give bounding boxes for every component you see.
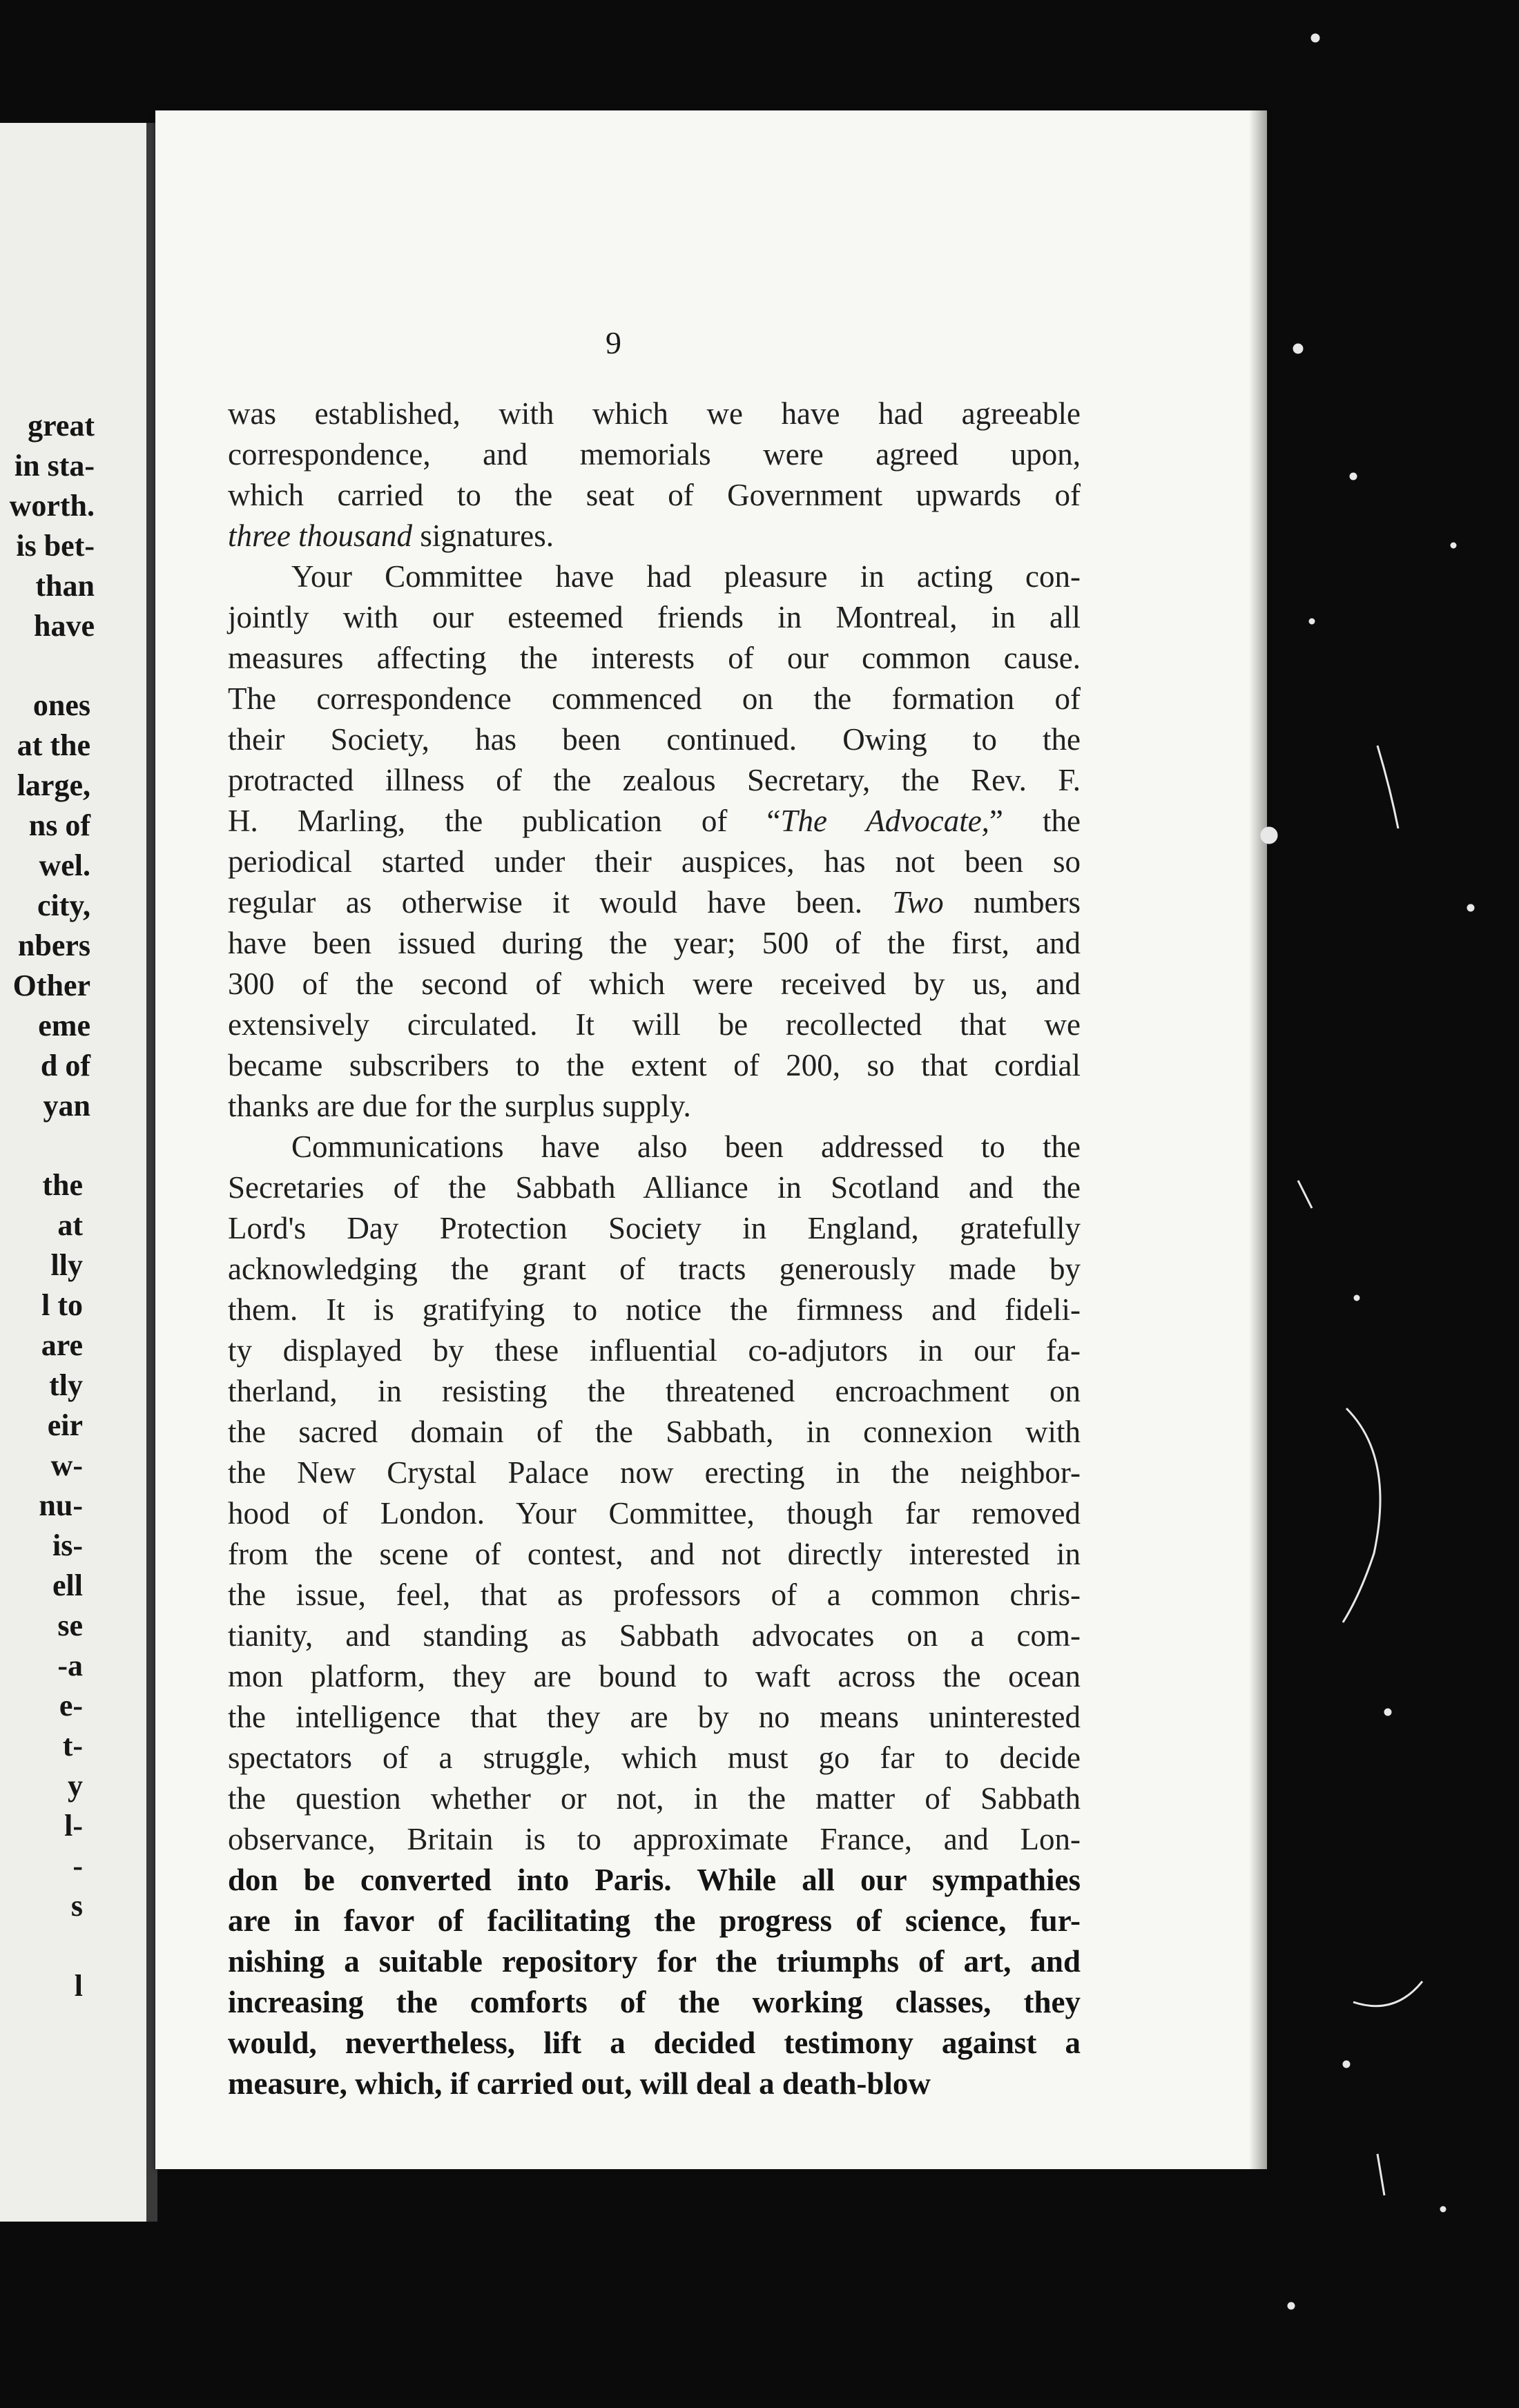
left-page-line: have: [34, 609, 95, 643]
text-line-content: 300 of the second of which were received by us, and: [228, 967, 1081, 1001]
text-line-content: Secretaries of the Sabbath Alliance in Scotland and the: [228, 1170, 1081, 1205]
left-page-line: eir: [47, 1408, 83, 1442]
text-line: [228, 434, 1081, 475]
text-line-content: the sacred domain of the Sabbath, in connexion with: [228, 1415, 1081, 1449]
hair-fiber: [1377, 746, 1398, 828]
text-line-content: the intelligence that they are by no means uninterested: [228, 1700, 1081, 1734]
left-page-line: lly: [50, 1248, 83, 1282]
left-page-line: large,: [17, 768, 90, 802]
text-line: [228, 1778, 1081, 1819]
left-page-line: l-: [64, 1809, 83, 1843]
text-line-content: ty displayed by these influential co-adjutors in our fa-: [228, 1333, 1081, 1368]
left-page-line: Other: [12, 969, 90, 1002]
text-line: [228, 1615, 1081, 1656]
hair-fiber: [1298, 1181, 1312, 1208]
text-line-content: became subscribers to the extent of 200, so that cordial: [228, 1048, 1081, 1082]
text-line: [228, 801, 1081, 842]
speck: [1309, 619, 1315, 624]
left-page-line: nu-: [39, 1488, 83, 1522]
left-page-line: w-: [50, 1448, 83, 1482]
text-line: [228, 638, 1081, 679]
left-page-line: eme: [38, 1009, 90, 1042]
text-line-content: them. It is gratifying to notice the firmness and fideli-: [228, 1292, 1081, 1327]
text-line: [228, 1045, 1081, 1086]
text-line-content: numbers: [943, 885, 1081, 920]
left-page-line: ones: [32, 688, 90, 722]
text-line: [228, 1901, 1081, 1941]
text-line: [228, 1941, 1081, 1982]
text-line-content: don be converted into Paris. While all our sympathies: [228, 1863, 1081, 1897]
text-line: [228, 556, 1081, 597]
text-line-content: jointly with our esteemed friends in Montreal, in all: [228, 600, 1081, 634]
text-line: [228, 2064, 1081, 2104]
text-line-content: was established, with which we have had agreeable: [228, 396, 1081, 431]
text-line-content: their Society, has been continued. Owing to the: [228, 722, 1081, 757]
text-line-content: Communications have also been addressed to the: [291, 1129, 1081, 1164]
text-line-content: which carried to the seat of Government upwards of: [228, 478, 1081, 512]
italic-phrase: The Advocate,: [780, 804, 989, 838]
text-line-lead: regular as otherwise it would have been.: [228, 885, 893, 920]
left-page-line: worth.: [9, 489, 95, 523]
text-line-content: Your Committee have had pleasure in acting con-: [291, 559, 1081, 594]
text-line-content: nishing a suitable repository for the triumphs of art, and: [228, 1944, 1081, 1979]
text-line: [228, 1534, 1081, 1575]
left-page-line: in sta-: [14, 449, 95, 483]
left-page-line: e-: [59, 1689, 83, 1722]
text-line-content: thanks are due for the surplus supply.: [228, 1089, 691, 1123]
text-line: [228, 1330, 1081, 1371]
text-line: [228, 1290, 1081, 1330]
left-page-line: l: [74, 1969, 83, 2003]
hair-fiber: [1353, 1981, 1422, 2006]
text-line-content: have been issued during the year; 500 of the first, and: [228, 926, 1081, 960]
text-line: [228, 1738, 1081, 1778]
text-line-content: ” the: [989, 804, 1081, 838]
text-line-content: extensively circulated. It will be recollected that we: [228, 1007, 1081, 1042]
page-body-text: [228, 394, 1081, 2104]
text-line: [228, 1493, 1081, 1534]
text-line: [228, 1656, 1081, 1697]
text-line-content: increasing the comforts of the working classes, they: [228, 1985, 1081, 2019]
speck: [1354, 1295, 1360, 1301]
text-line-content: the issue, feel, that as professors of a common chris-: [228, 1577, 1081, 1612]
text-line-lead: H. Marling, the publication of “: [228, 804, 781, 838]
text-line: [228, 475, 1081, 516]
left-page-line: ns of: [28, 808, 90, 842]
left-page-line: at the: [17, 728, 90, 762]
left-page-line: is bet-: [16, 529, 95, 563]
text-line: [228, 923, 1081, 964]
text-line: [228, 1575, 1081, 1615]
left-page-line: tly: [49, 1368, 83, 1402]
hair-fiber: [1343, 1408, 1380, 1622]
left-page-line: y: [68, 1769, 83, 1803]
text-line: [228, 1004, 1081, 1045]
text-line-content: Lord's Day Protection Society in England, gratefully: [228, 1211, 1081, 1245]
text-line: [228, 1412, 1081, 1453]
text-line: [228, 719, 1081, 760]
text-line: [228, 842, 1081, 882]
text-line: [228, 1208, 1081, 1249]
left-page-line: t-: [62, 1729, 83, 1763]
text-line-content: measures affecting the interests of our common cause.: [228, 641, 1081, 675]
page-number: 9: [606, 325, 621, 360]
left-page-line: the: [42, 1168, 83, 1202]
text-line: [228, 516, 1081, 556]
text-line-content: spectators of a struggle, which must go far to decide: [228, 1740, 1081, 1775]
left-page-line: city,: [37, 889, 90, 922]
speck: [1350, 473, 1357, 480]
speck: [1440, 2206, 1446, 2212]
text-line: [228, 1697, 1081, 1738]
text-line-content: would, nevertheless, lift a decided testimony against a: [228, 2026, 1081, 2060]
left-page-line: nbers: [17, 929, 90, 962]
text-line: [228, 1127, 1081, 1167]
speck: [1311, 34, 1319, 42]
text-line: [228, 597, 1081, 638]
left-page-line: great: [28, 409, 95, 443]
left-page-line: -a: [57, 1649, 83, 1682]
text-line: [228, 394, 1081, 434]
text-line: [228, 1371, 1081, 1412]
page-right: [155, 110, 1267, 2169]
italic-phrase: Two: [892, 885, 944, 920]
text-line: [228, 2023, 1081, 2064]
text-line-content: tianity, and standing as Sabbath advocates on a com-: [228, 1618, 1081, 1653]
facing-page-left: [0, 123, 148, 2222]
text-line: [228, 882, 1081, 923]
text-line: [228, 1982, 1081, 2023]
left-page-line: is-: [52, 1528, 83, 1562]
left-page-line: ell: [52, 1569, 83, 1602]
speck: [1384, 1709, 1391, 1716]
speck: [1467, 904, 1474, 911]
text-line-content: correspondence, and memorials were agreed upon,: [228, 437, 1081, 472]
text-line: [228, 1167, 1081, 1208]
text-line-content: the question whether or not, in the matter of Sabbath: [228, 1781, 1081, 1816]
text-line-content: are in favor of facilitating the progress of science, fur-: [228, 1903, 1081, 1938]
left-page-line: d of: [40, 1049, 90, 1082]
left-page-line: are: [41, 1328, 83, 1362]
left-page-line: yan: [43, 1089, 90, 1123]
text-line-content: observance, Britain is to approximate France, and Lon-: [228, 1822, 1081, 1856]
speck: [1451, 543, 1456, 548]
text-line: [228, 1819, 1081, 1860]
left-page-line: l to: [41, 1288, 83, 1322]
text-line: [228, 1860, 1081, 1901]
text-line-content: measure, which, if carried out, will deal a death-blow: [228, 2066, 931, 2101]
left-page-line: -: [72, 1849, 83, 1883]
text-line-content: from the scene of contest, and not directly interested in: [228, 1537, 1081, 1571]
text-line-content: periodical started under their auspices, has not been so: [228, 844, 1081, 879]
italic-phrase: three thousand: [228, 518, 413, 553]
text-line: [228, 679, 1081, 719]
text-line: [228, 1249, 1081, 1290]
left-page-line: than: [35, 569, 95, 603]
text-line-content: mon platform, they are bound to waft across the ocean: [228, 1659, 1081, 1693]
text-line-content: acknowledging the grant of tracts generously made by: [228, 1252, 1081, 1286]
left-page-line: wel.: [39, 848, 90, 882]
speck: [1343, 2061, 1350, 2068]
text-line: [228, 1453, 1081, 1493]
text-line-content: The correspondence commenced on the formation of: [228, 681, 1081, 716]
hair-fiber: [1377, 2154, 1384, 2195]
text-line-content: signatures.: [412, 518, 554, 553]
left-page-line: s: [70, 1889, 83, 1923]
text-line: [228, 1086, 1081, 1127]
speck: [1288, 2302, 1295, 2309]
speck: [1293, 344, 1303, 353]
text-line-content: hood of London. Your Committee, though far removed: [228, 1496, 1081, 1531]
text-line-content: therland, in resisting the threatened encroachment on: [228, 1374, 1081, 1408]
text-line-content: the New Crystal Palace now erecting in the neighbor-: [228, 1455, 1081, 1490]
left-page-line: at: [57, 1208, 83, 1242]
text-line-content: protracted illness of the zealous Secretary, the Rev. F.: [228, 763, 1081, 797]
text-line: [228, 964, 1081, 1004]
left-page-line: se: [57, 1609, 83, 1642]
text-line: [228, 760, 1081, 801]
